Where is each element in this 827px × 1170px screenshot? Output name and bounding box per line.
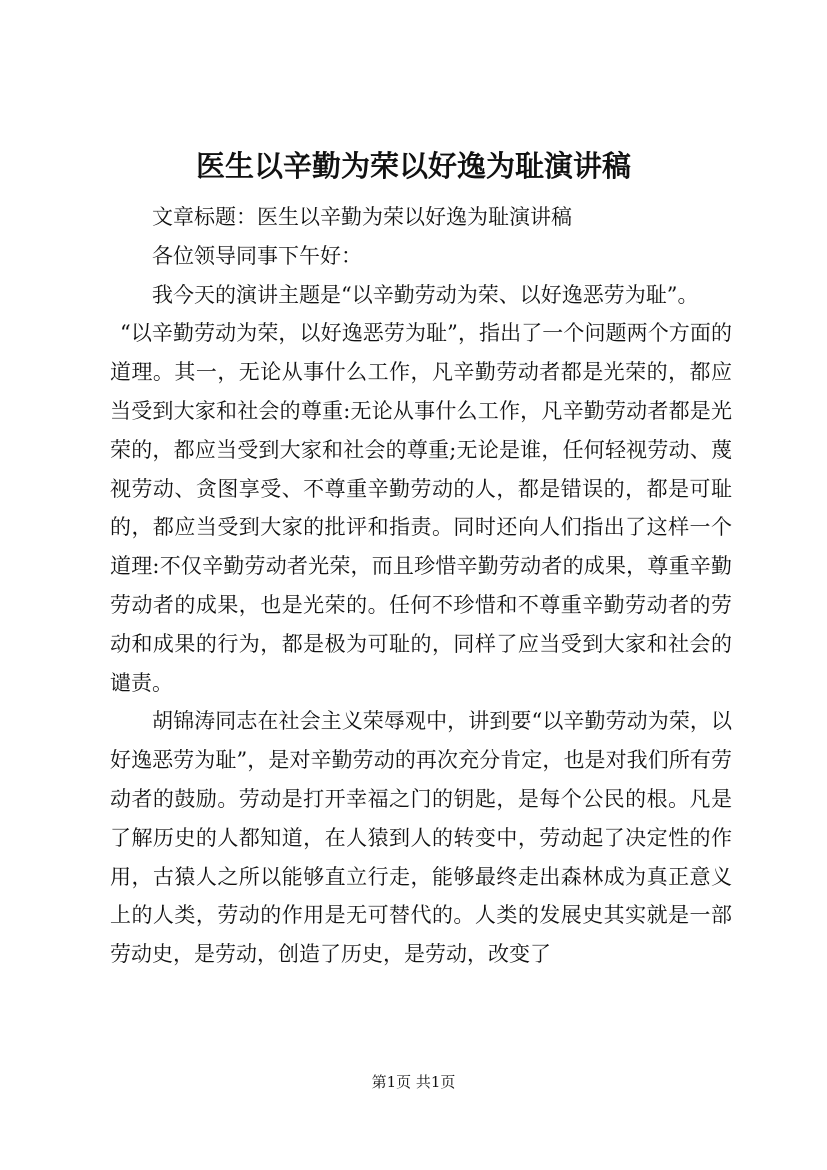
document-title: 医生以辛勤为荣以好逸为耻演讲稿 [195,149,631,183]
greeting-line: 各位领导同事下午好： [152,243,362,268]
page-number-footer: 第1页 共1页 [371,1073,456,1091]
article-title-line: 文章标题：医生以辛勤为荣以好逸为耻演讲稿 [152,205,572,229]
body-paragraph: 胡锦涛同志在社会主义荣辱观中，讲到要“以辛勤劳动为荣，以好逸恶劳为耻”，是对辛勤劳动的再次充分肯定，也是对我们所有劳动者的鼓励。劳动是打开幸福之门的钥匙，是每个公民的根。凡是了解历史的人都知道，在人猿到人的转变中，劳动起了决定性的作用，古猿人之所以能够直立行走，能够最终走出森林成为真正意义上的人类，劳动的作用是无可替代的。人类的发展史其实就是一部劳动史，是劳动，创造了历史，是劳动，改变了 [110,709,732,967]
document-body [110,198,732,974]
speech-topic-paragraph: 我今天的演讲主题是“以辛勤劳动为荣、以好逸恶劳为耻”。 [152,282,699,307]
body-paragraph: “以辛勤劳动为荣，以好逸恶劳为耻”，指出了一个问题两个方面的道理。其一，无论从事什么工作，凡辛勤劳动者都是光荣的，都应当受到大家和社会的尊重:无论从事什么工作，凡辛勤劳动者都是光荣的，都应当受到大家和社会的尊重;无论是谁，任何轻视劳动、蔑视劳动、贪图享受、不尊重辛勤劳动的人，都是错误的，都是可耻的，都应当受到大家的批评和指责。同时还向人们指出了这样一个道理:不仅辛勤劳动者光荣，而且珍惜辛勤劳动者的成果，尊重辛勤劳动者的成果，也是光荣的。任何不珍惜和不尊重辛勤劳动者的劳动和成果的行为，都是极为可耻的，同样了应当受到大家和社会的谴责。 [110,321,732,695]
